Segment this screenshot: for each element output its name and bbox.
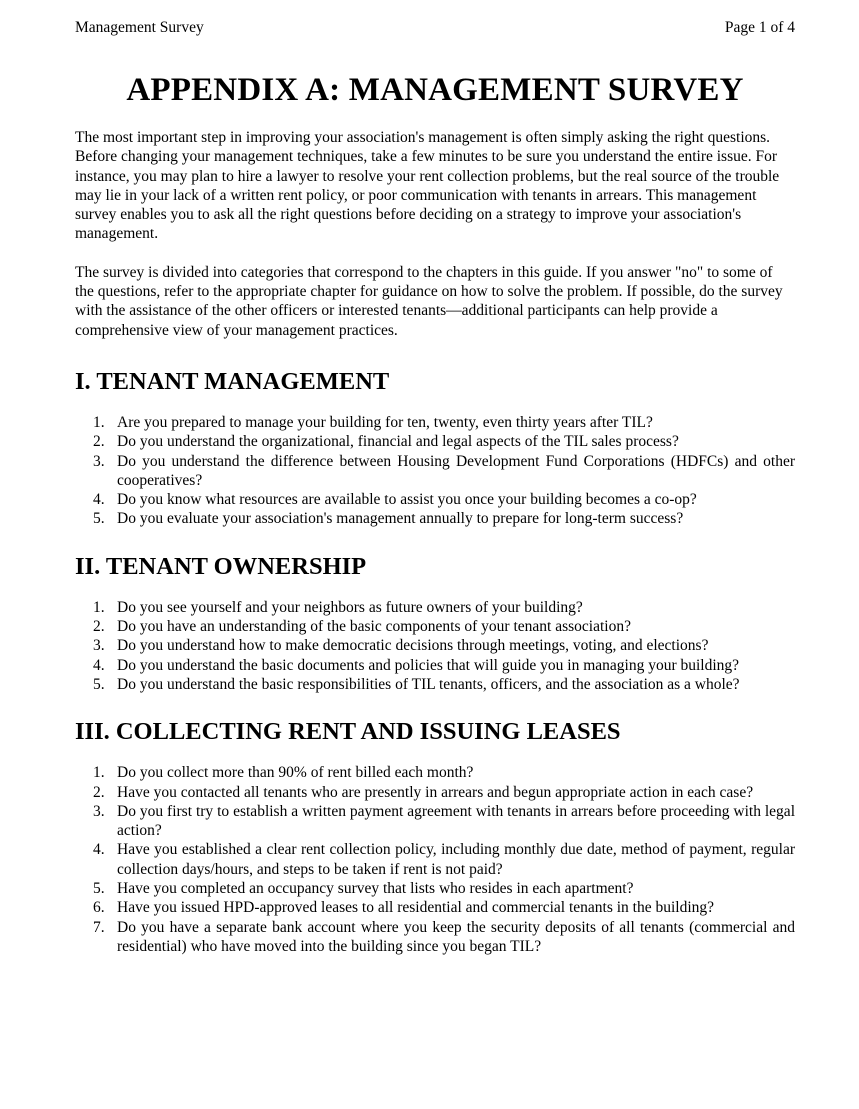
list-number: 2.: [93, 618, 105, 636]
question-text: Do you know what resources are available to assist you once your building becomes a co-op?: [117, 491, 697, 509]
page-number: Page 1 of 4: [724, 19, 795, 36]
list-number: 1.: [93, 598, 105, 616]
list-number: 5.: [93, 880, 105, 898]
list-number: 1.: [93, 413, 105, 431]
question-text: Have you issued HPD-approved leases to all residential and commercial tenants in the building?: [117, 899, 715, 917]
question-text: Do you evaluate your association's management annually to prepare for long-term success?: [117, 510, 684, 528]
list-item: [75, 656, 795, 675]
question-text: Do you first try to establish a written payment agreement with tenants in arrears before proceeding with legal action?: [117, 802, 795, 840]
question-text: Do you collect more than 90% of rent billed each month?: [117, 764, 474, 782]
question-list-tenant-ownership: [75, 598, 795, 694]
list-number: 2.: [93, 433, 105, 451]
question-text: Do you understand how to make democratic decisions through meetings, voting, and elections?: [117, 637, 709, 655]
intro-paragraph-2: The survey is divided into categories that correspond to the chapters in this guide. If you answer "no" to some of the questions, refer to the appropriate chapter for guidance on how to solve the problem. If possible, do the survey with the assistance of the other officers or interested tenants—additional participants can help provide a comprehensive view of your management practices.: [75, 263, 783, 339]
list-item: [75, 452, 795, 491]
section-heading-tenant-ownership: II. TENANT OWNERSHIP: [75, 552, 367, 580]
list-number: 4.: [93, 841, 105, 859]
list-item: [75, 636, 795, 655]
list-item: [75, 763, 795, 782]
question-text: Are you prepared to manage your building for ten, twenty, even thirty years after TIL?: [117, 413, 653, 431]
question-text: Do you understand the organizational, financial and legal aspects of the TIL sales process?: [117, 433, 679, 451]
intro-paragraph-1: The most important step in improving your association's management is often simply asking the right questions. Before changing your management techniques, take a few minutes to be sure you understand the entire issue. For instance, you may plan to hire a lawyer to resolve your rent collection problems, but the real source of the trouble may lie in your lack of a written rent policy, or poor communication with tenants in arrears. This management survey enables you to ask all the right questions before deciding on a strategy to improve your association's management.: [75, 129, 780, 243]
section-heading-collecting-rent: III. COLLECTING RENT AND ISSUING LEASES: [75, 718, 621, 746]
list-item: [75, 675, 795, 694]
running-header: [75, 0, 795, 40]
list-item: [75, 840, 795, 879]
list-number: 6.: [93, 899, 105, 917]
list-item: [75, 802, 795, 841]
list-item: [75, 432, 795, 451]
section-heading-tenant-management: I. TENANT MANAGEMENT: [75, 367, 390, 395]
list-item: [75, 879, 795, 898]
question-list-tenant-management: [75, 413, 795, 529]
question-list-collecting-rent: [75, 763, 795, 956]
list-number: 1.: [93, 764, 105, 782]
question-text: Do you see yourself and your neighbors as future owners of your building?: [117, 598, 583, 616]
list-number: 5.: [93, 510, 105, 528]
list-item: [75, 898, 795, 917]
list-number: 4.: [93, 656, 105, 674]
question-text: Do you understand the difference between Housing Development Fund Corporations (HDFCs) and other cooperatives?: [117, 452, 795, 489]
document-page: [75, 0, 795, 956]
list-item: [75, 918, 795, 957]
question-text: Do you have an understanding of the basic components of your tenant association?: [117, 618, 631, 636]
list-number: 3.: [93, 802, 105, 820]
list-number: 3.: [93, 637, 105, 655]
list-number: 7.: [93, 918, 105, 936]
header-title: Management Survey: [75, 19, 204, 36]
question-text: Do you have a separate bank account where you keep the security deposits of all tenants (commercial and residential) who have moved into the building since you began TIL?: [117, 918, 795, 955]
list-number: 3.: [93, 452, 105, 470]
list-item: [75, 490, 795, 509]
page-title: APPENDIX A: MANAGEMENT SURVEY: [126, 72, 744, 108]
list-item: [75, 783, 795, 802]
question-text: Have you completed an occupancy survey that lists who resides in each apartment?: [117, 880, 634, 898]
question-text: Do you understand the basic responsibilities of TIL tenants, officers, and the association as a whole?: [117, 675, 740, 693]
question-text: Do you understand the basic documents and policies that will guide you in managing your building?: [117, 656, 740, 674]
list-number: 4.: [93, 491, 105, 509]
list-item: [75, 413, 795, 432]
list-number: 2.: [93, 783, 105, 801]
question-text: Have you contacted all tenants who are presently in arrears and begun appropriate action in each case?: [117, 783, 754, 801]
question-text: Have you established a clear rent collection policy, including monthly due date, method of payment, regular collection days/hours, and steps to be taken if rent is not paid?: [117, 841, 795, 878]
list-item: [75, 617, 795, 636]
list-item: [75, 509, 795, 528]
list-item: [75, 598, 795, 617]
list-number: 5.: [93, 675, 105, 693]
